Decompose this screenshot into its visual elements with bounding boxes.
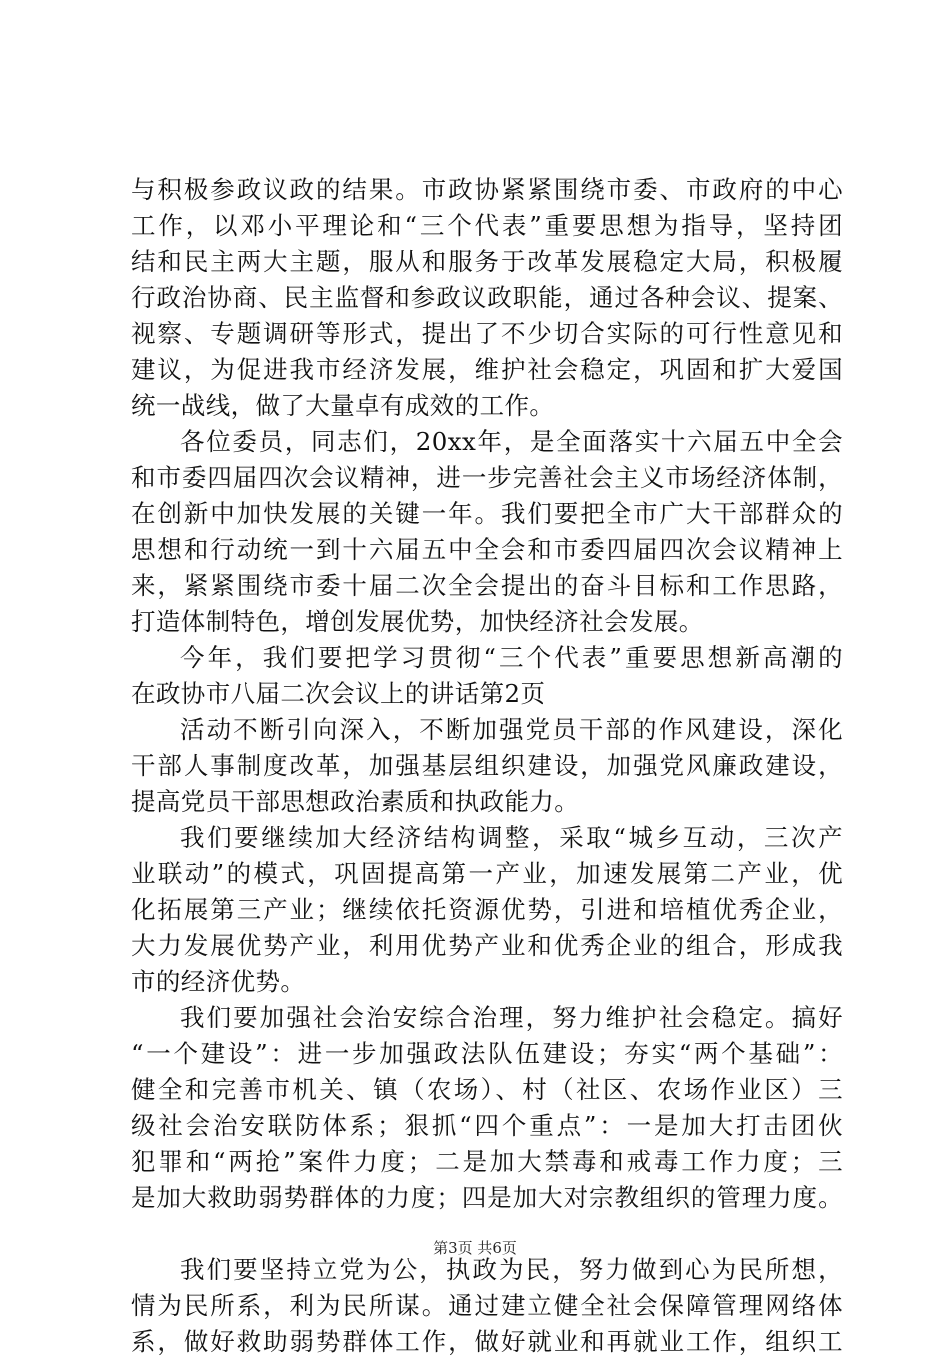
text-line: 视察、专题调研等形式，提出了不少切合实际的可行性意见和: [131, 319, 843, 348]
text-line: 级社会治安联防体系；狠抓“四个重点”：一是加大打击团伙: [131, 1111, 843, 1140]
text-line: 活动不断引向深入，不断加强党员干部的作风建设，深化: [180, 715, 843, 744]
text-line: 系，做好救助弱势群体工作，做好就业和再就业工作，组织工: [131, 1327, 843, 1356]
text-line: 犯罪和“两抢”案件力度；二是加大禁毒和戒毒工作力度；三: [131, 1147, 843, 1176]
text-line: 健全和完善市机关、镇（农场）、村（社区、农场作业区）三: [131, 1075, 843, 1104]
text-line: 干部人事制度改革，加强基层组织建设，加强党风廉政建设，: [131, 751, 843, 780]
text-line: 各位委员，同志们，20xx年，是全面落实十六届五中全会: [180, 427, 843, 456]
text-line: 是加大救助弱势群体的力度；四是加大对宗教组织的管理力度。: [131, 1183, 843, 1212]
page-footer: 第3页 共6页: [433, 1239, 517, 1257]
text-line: 在创新中加快发展的关键一年。我们要把全市广大干部群众的: [131, 499, 843, 528]
text-line: 和市委四届四次会议精神，进一步完善社会主义市场经济体制，: [131, 463, 843, 492]
text-line: 我们要坚持立党为公，执政为民，努力做到心为民所想，: [180, 1255, 843, 1284]
text-line: 在政协市八届二次会议上的讲话第2页: [131, 679, 546, 708]
text-line: 我们要继续加大经济结构调整，采取“城乡互动，三次产: [180, 823, 843, 852]
text-line: 市的经济优势。: [131, 967, 306, 996]
text-line: 业联动”的模式，巩固提高第一产业，加速发展第二产业，优: [131, 859, 843, 888]
text-line: 思想和行动统一到十六届五中全会和市委四届四次会议精神上: [131, 535, 843, 564]
text-line: “一个建设”：进一步加强政法队伍建设；夯实“两个基础”：: [131, 1039, 843, 1068]
text-line: 建议，为促进我市经济发展，维护社会稳定，巩固和扩大爱国: [131, 355, 843, 384]
text-line: 我们要加强社会治安综合治理，努力维护社会稳定。搞好: [180, 1003, 843, 1032]
text-line: 工作，以邓小平理论和“三个代表”重要思想为指导，坚持团: [131, 211, 843, 240]
text-line: 化拓展第三产业；继续依托资源优势，引进和培植优秀企业，: [131, 895, 843, 924]
text-line: 统一战线，做了大量卓有成效的工作。: [131, 391, 555, 420]
text-line: 大力发展优势产业，利用优势产业和优秀企业的组合，形成我: [131, 931, 843, 960]
body-text: [131, 172, 843, 1360]
text-line: 结和民主两大主题，服从和服务于改革发展稳定大局，积极履: [131, 247, 843, 276]
text-line: 行政治协商、民主监督和参政议政职能，通过各种会议、提案、: [131, 283, 843, 312]
text-line: 情为民所系，利为民所谋。通过建立健全社会保障管理网络体: [131, 1291, 843, 1320]
text-line: 与积极参政议政的结果。市政协紧紧围绕市委、市政府的中心: [131, 175, 843, 204]
text-line: 来，紧紧围绕市委十届二次全会提出的奋斗目标和工作思路，: [131, 571, 843, 600]
text-line: 提高党员干部思想政治素质和执政能力。: [131, 787, 580, 816]
text-line: 打造体制特色，增创发展优势，加快经济社会发展。: [131, 607, 704, 636]
text-line: 今年，我们要把学习贯彻“三个代表”重要思想新高潮的: [180, 643, 843, 672]
